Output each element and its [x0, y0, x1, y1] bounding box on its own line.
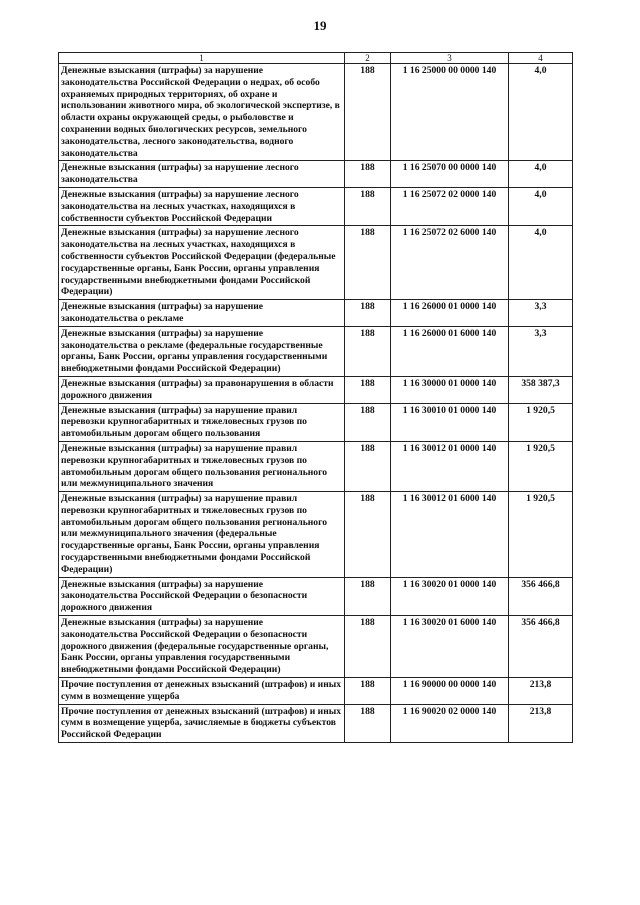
table-row — [59, 300, 573, 327]
table-body — [59, 64, 573, 743]
row-description: Денежные взыскания (штрафы) за нарушение лесного законодательства на лесных участках, находящихся в собственности субъектов Российской Федерации (федеральные государственные органы, Банк России, органы управления государственными внебюджетными фондами Российской Федерации) — [59, 226, 345, 300]
row-amount: 4,0 — [509, 64, 573, 161]
table-row — [59, 376, 573, 403]
row-budget-code: 1 16 30020 01 0000 140 — [391, 577, 509, 615]
row-amount: 358 387,3 — [509, 376, 573, 403]
row-admin-code: 188 — [345, 226, 391, 300]
row-admin-code: 188 — [345, 326, 391, 376]
revenue-table — [58, 52, 573, 743]
row-amount: 356 466,8 — [509, 616, 573, 678]
row-amount: 213,8 — [509, 704, 573, 742]
row-admin-code: 188 — [345, 187, 391, 225]
row-admin-code: 188 — [345, 64, 391, 161]
row-budget-code: 1 16 30010 01 0000 140 — [391, 403, 509, 441]
table-row — [59, 403, 573, 441]
row-budget-code: 1 16 30020 01 6000 140 — [391, 616, 509, 678]
column-header-3: 3 — [391, 53, 509, 64]
table-row — [59, 187, 573, 225]
row-budget-code: 1 16 25072 02 6000 140 — [391, 226, 509, 300]
row-description: Денежные взыскания (штрафы) за нарушение лесного законодательства на лесных участках, находящихся в собственности субъектов Российской Федерации — [59, 187, 345, 225]
row-amount: 4,0 — [509, 187, 573, 225]
row-amount: 1 920,5 — [509, 403, 573, 441]
row-description: Прочие поступления от денежных взысканий (штрафов) и иных сумм в возмещение ущерба, зачисляемые в бюджеты субъектов Российской Федерации — [59, 704, 345, 742]
table-row — [59, 326, 573, 376]
row-admin-code: 188 — [345, 616, 391, 678]
column-header-1: 1 — [59, 53, 345, 64]
row-description: Денежные взыскания (штрафы) за нарушение законодательства Российской Федерации о безопасности дорожного движения — [59, 577, 345, 615]
row-budget-code: 1 16 90020 02 0000 140 — [391, 704, 509, 742]
row-description: Денежные взыскания (штрафы) за нарушение законодательства Российской Федерации о безопасности дорожного движения (федеральные государственные органы, Банк России, органы управления государственными внебюджетными фондами Российской Федерации) — [59, 616, 345, 678]
row-amount: 356 466,8 — [509, 577, 573, 615]
row-description: Денежные взыскания (штрафы) за нарушение законодательства Российской Федерации о недрах, об особо охраняемых природных территориях, об охране и использовании животного мира, об экологической экспертизе, в области охраны окружающей среды, о рыболовстве и сохранении водных биологических ресурсов, земельного законодательства, лесного законодательства, водного законодательства — [59, 64, 345, 161]
row-budget-code: 1 16 25000 00 0000 140 — [391, 64, 509, 161]
row-budget-code: 1 16 25072 02 0000 140 — [391, 187, 509, 225]
row-amount: 213,8 — [509, 678, 573, 705]
table-row — [59, 441, 573, 491]
table-row — [59, 226, 573, 300]
row-admin-code: 188 — [345, 492, 391, 578]
row-budget-code: 1 16 26000 01 0000 140 — [391, 300, 509, 327]
row-description: Денежные взыскания (штрафы) за правонарушения в области дорожного движения — [59, 376, 345, 403]
table-row — [59, 64, 573, 161]
table-row — [59, 616, 573, 678]
table-row — [59, 492, 573, 578]
row-budget-code: 1 16 26000 01 6000 140 — [391, 326, 509, 376]
row-budget-code: 1 16 30012 01 6000 140 — [391, 492, 509, 578]
row-description: Прочие поступления от денежных взысканий (штрафов) и иных сумм в возмещение ущерба — [59, 678, 345, 705]
row-budget-code: 1 16 30012 01 0000 140 — [391, 441, 509, 491]
row-description: Денежные взыскания (штрафы) за нарушение правил перевозки крупногабаритных и тяжеловесных грузов по автомобильным дорогам общего пользования — [59, 403, 345, 441]
row-description: Денежные взыскания (штрафы) за нарушение лесного законодательства — [59, 161, 345, 188]
table-row — [59, 704, 573, 742]
row-description: Денежные взыскания (штрафы) за нарушение законодательства о рекламе — [59, 300, 345, 327]
page-number: 19 — [313, 18, 327, 33]
column-header-4: 4 — [509, 53, 573, 64]
row-amount: 3,3 — [509, 326, 573, 376]
row-amount: 4,0 — [509, 226, 573, 300]
table-row — [59, 161, 573, 188]
row-description: Денежные взыскания (штрафы) за нарушение правил перевозки крупногабаритных и тяжеловесных грузов по автомобильным дорогам общего пользования регионального или межмуниципального значения — [59, 441, 345, 491]
row-description: Денежные взыскания (штрафы) за нарушение законодательства о рекламе (федеральные государственные органы, Банк России, органы управления государственными внебюджетными фондами Российской Федерации) — [59, 326, 345, 376]
row-amount: 3,3 — [509, 300, 573, 327]
column-header-2: 2 — [345, 53, 391, 64]
table-row — [59, 577, 573, 615]
row-budget-code: 1 16 25070 00 0000 140 — [391, 161, 509, 188]
table-row — [59, 678, 573, 705]
row-description: Денежные взыскания (штрафы) за нарушение правил перевозки крупногабаритных и тяжеловесных грузов по автомобильным дорогам общего пользования регионального или межмуниципального значения (федеральные государственные органы, Банк России, органы управления государственными внебюджетными фондами Российской Федерации) — [59, 492, 345, 578]
table-header-row — [59, 53, 573, 64]
row-admin-code: 188 — [345, 704, 391, 742]
row-admin-code: 188 — [345, 678, 391, 705]
row-admin-code: 188 — [345, 161, 391, 188]
row-budget-code: 1 16 90000 00 0000 140 — [391, 678, 509, 705]
row-admin-code: 188 — [345, 376, 391, 403]
row-admin-code: 188 — [345, 577, 391, 615]
row-amount: 4,0 — [509, 161, 573, 188]
row-admin-code: 188 — [345, 441, 391, 491]
row-budget-code: 1 16 30000 01 0000 140 — [391, 376, 509, 403]
row-admin-code: 188 — [345, 403, 391, 441]
row-amount: 1 920,5 — [509, 441, 573, 491]
row-amount: 1 920,5 — [509, 492, 573, 578]
row-admin-code: 188 — [345, 300, 391, 327]
